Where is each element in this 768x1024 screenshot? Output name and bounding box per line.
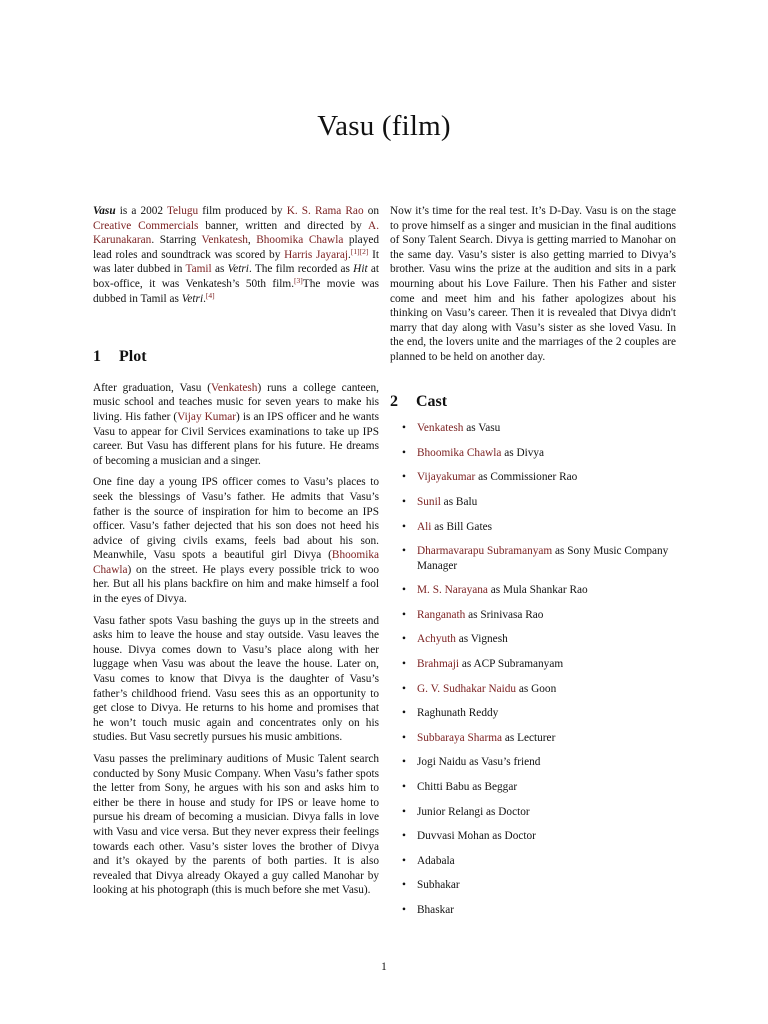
cast-role: as Commissioner Rao	[475, 471, 578, 484]
plot-text: One fine day a young IPS officer comes to Vasu’s places to seek the blessings of Vasu’s father. He admits that Vasu’s father is the source of inspiration for him to become an IPS officer. Vasu’s father dejected that his son does not heed his advice of giving civils exams, feels bad about his son. Meanwhile, Vasu spots a beautiful girl Divya (	[93, 476, 379, 562]
intro-text: played lead roles and soundtrack was scored by	[93, 234, 380, 261]
cast-role: Duvvasi Mohan as Doctor	[417, 830, 536, 843]
intro-text: ,	[247, 234, 257, 247]
cast-role: as Lecturer	[502, 731, 556, 744]
bullet-icon: •	[402, 781, 406, 794]
section-heading-cast	[390, 392, 676, 410]
section-title: Cast	[416, 392, 448, 410]
link-harris[interactable]: Harris Jayaraj	[284, 248, 349, 261]
intro-text: on	[363, 205, 379, 217]
page-number: 1	[381, 961, 387, 973]
intro-text: banner, written and directed by	[198, 219, 369, 232]
cast-actor-link[interactable]: Brahmaji	[417, 658, 460, 671]
cast-role: as Divya	[501, 446, 545, 459]
section-title: Plot	[119, 348, 147, 366]
intro-text: as	[211, 263, 228, 276]
intro-text: at box-office, it was Venkatesh’s 50th film.	[93, 263, 379, 290]
intro-vetri: Vetri	[181, 292, 204, 305]
bullet-icon: •	[402, 830, 406, 843]
cast-list-item	[390, 780, 676, 795]
cast-role: Raghunath Reddy	[417, 707, 499, 720]
intro-bold-title: Vasu	[93, 205, 116, 217]
bullet-icon: •	[402, 633, 406, 646]
bullet-icon: •	[402, 471, 406, 484]
intro-text: . The film recorded as	[248, 263, 354, 276]
link-producer[interactable]: K. S. Rama Rao	[286, 205, 364, 217]
cast-list-item	[390, 706, 676, 721]
cast-role: Junior Relangi as Doctor	[417, 805, 530, 818]
bullet-icon: •	[402, 584, 406, 597]
bullet-icon: •	[402, 682, 406, 695]
intro-paragraph	[93, 204, 379, 306]
link-banner[interactable]: Creative Commercials	[93, 219, 199, 232]
link-tamil[interactable]: Tamil	[185, 263, 212, 276]
section-heading-plot	[93, 350, 379, 365]
intro-text: film produced by	[198, 205, 287, 217]
cast-list-item	[390, 495, 676, 510]
cast-list-item	[390, 544, 676, 573]
bullet-icon: •	[402, 658, 406, 671]
bullet-icon: •	[402, 756, 406, 769]
cast-actor-link[interactable]: Venkatesh	[417, 422, 464, 435]
cast-actor-link[interactable]: Sunil	[417, 495, 441, 508]
cast-actor-link[interactable]: G. V. Sudhakar Naidu	[417, 682, 517, 695]
plot-text: ) on the street. He plays every possible trick to woo her. But all his plans backfire on him and make himself a fool in the eyes of Divya.	[93, 563, 379, 606]
cast-list-item	[390, 632, 676, 647]
cast-list-item	[390, 583, 676, 598]
intro-text: The movie was dubbed in Tamil as	[93, 277, 379, 305]
cast-list-item	[390, 829, 676, 844]
cast-list-item	[390, 470, 676, 485]
cast-role: Bhaskar	[417, 904, 455, 916]
ref-1[interactable]: [1]	[350, 246, 360, 256]
cast-list-item	[390, 755, 676, 770]
cast-actor-link[interactable]: Subbaraya Sharma	[417, 731, 503, 744]
intro-text: .	[348, 248, 351, 261]
intro-vetri: Vetri	[227, 263, 249, 276]
plot-paragraph: Now it’s time for the real test. It’s D-Day. Vasu is on the stage to prove himself as a singer and musician in the final auditions of Sony Talent Search. Divya is getting married to Manohar on the same day. Vasu’s sister is also getting married to Divya’s brother. Vasu wins the prize at the audition and sits in a park mourning about his Love Failure. Then his Father and sister come and meet him and his father apologizes about his thinking on Vasu’s career. Then it is revealed that Divya didn't marry that day along with Vasu’s sister as she loved Vasu. In the end, the lovers unite and the marriages of the 2 couples are planned to be held on another day.	[390, 205, 676, 363]
cast-role: as Sony Music Company Manager	[417, 545, 669, 572]
cast-role: Subhakar	[417, 879, 460, 892]
cast-list-item	[390, 903, 676, 918]
ref-3[interactable]: [3]	[294, 275, 303, 285]
plot-text: ) is an IPS officer and he wants Vasu to appear for Civil Services examinations to take up IPS career. But Vasu has different plans for his future. He dreams of becoming a musician and a singer.	[93, 410, 379, 467]
cast-actor-link[interactable]: Achyuth	[417, 633, 456, 646]
cast-role: Jogi Naidu as Vasu’s friend	[417, 756, 541, 769]
cast-list-item	[390, 608, 676, 623]
cast-role: as Balu	[440, 495, 478, 508]
cast-role: as Srinivasa Rao	[465, 608, 544, 621]
cast-actor-link[interactable]: Ranganath	[417, 608, 466, 621]
cast-actor-link[interactable]: Ali	[417, 520, 432, 533]
cast-actor-link[interactable]: Dharmavarapu Subramanyam	[417, 545, 553, 558]
cast-list-item	[390, 805, 676, 820]
page-title: Vasu (film)	[317, 110, 451, 142]
cast-list-item	[390, 657, 676, 672]
plot-text: ) runs a college canteen, music school and teaches music for seven years to make his living. His father (	[93, 381, 380, 423]
cast-role: as Bill Gates	[431, 520, 492, 533]
cast-list-item	[390, 878, 676, 893]
cast-role: as Mula Shankar Rao	[487, 584, 588, 597]
cast-role: Adabala	[417, 854, 455, 867]
link-bhoomika[interactable]: Bhoomika Chawla	[93, 549, 379, 576]
plot-text: After graduation, Vasu (	[93, 381, 212, 394]
cast-list-item	[390, 421, 676, 436]
intro-text: is a 2002	[115, 205, 167, 217]
plot-paragraph: Vasu passes the preliminary auditions of Music Talent search conducted by Sony Music Company. When Vasu’s father spots the letter from Sony, he argues with his son and asks him to either be there in house and study for IPS or leave home to pursue his dream of becoming a musician. Divya falls in love with Vasu and vice versa. But they never express their feelings towards each other. Vasu’s sister loves the brother of Divya and it’s okayed by the parents of both parties. It is also revealed that Divya already Okayed a guy called Manohar by looking at his photograph (this is much before she met Vasu).	[93, 753, 379, 897]
section-number: 2	[390, 392, 398, 410]
bullet-icon: •	[402, 422, 406, 435]
bullet-icon: •	[402, 904, 406, 916]
plot-paragraph	[93, 475, 379, 606]
intro-text: .	[203, 292, 206, 305]
bullet-icon: •	[402, 805, 406, 818]
cast-list-item	[390, 682, 676, 697]
ref-4[interactable]: [4]	[205, 290, 215, 300]
bullet-icon: •	[402, 446, 406, 459]
bullet-icon: •	[402, 545, 406, 558]
bullet-icon: •	[402, 495, 406, 508]
right-column	[390, 204, 676, 928]
bullet-icon: •	[402, 854, 406, 867]
plot-paragraph	[93, 381, 379, 469]
intro-hit: Hit	[353, 263, 368, 276]
cast-list-item	[390, 446, 676, 461]
cast-actor-link[interactable]: Vijayakumar	[417, 471, 476, 484]
bullet-icon: •	[402, 879, 406, 892]
cast-role: as Vasu	[463, 422, 501, 435]
ref-2[interactable]: [2]	[359, 246, 369, 256]
link-venkatesh[interactable]: Venkatesh	[211, 381, 258, 394]
cast-role: as ACP Subramanyam	[459, 658, 564, 671]
bullet-icon: •	[402, 707, 406, 720]
section-number: 1	[93, 348, 101, 366]
cast-actor-link[interactable]: Bhoomika Chawla	[417, 446, 502, 459]
intro-text: It was later dubbed in	[93, 248, 380, 276]
left-column	[93, 204, 379, 905]
link-vijay-kumar[interactable]: Vijay Kumar	[177, 410, 237, 423]
cast-list-item	[390, 731, 676, 746]
cast-role: Chitti Babu as Beggar	[417, 781, 518, 794]
intro-text: . Starring	[151, 234, 202, 247]
link-venkatesh[interactable]: Venkatesh	[201, 234, 248, 247]
cast-role: as Vignesh	[455, 633, 508, 646]
bullet-icon: •	[402, 608, 406, 621]
link-bhoomika[interactable]: Bhoomika Chawla	[256, 234, 344, 247]
cast-list	[390, 421, 676, 917]
link-director[interactable]: A. Karunakaran	[93, 219, 380, 247]
cast-list-item	[390, 854, 676, 869]
bullet-icon: •	[402, 520, 406, 533]
bullet-icon: •	[402, 731, 406, 744]
cast-actor-link[interactable]: M. S. Narayana	[417, 584, 488, 597]
cast-list-item	[390, 520, 676, 535]
plot-paragraph: Vasu father spots Vasu bashing the guys up in the streets and asks him to leave the house and stay outside. Vasu leaves the house. Divya comes down to Vasu’s place along with her luggage when Vasu was about the leave the house. Later on, Vasu comes to know that Divya is the daughter of Vasu’s father’s childhood friend. Vasu sees this as an opportunity to get close to Divya. He returns to his home and promises that he won’t touch music again and concentrates only on his studies. But Vasu secretly pursues his music ambitions.	[93, 614, 379, 744]
link-telugu[interactable]: Telugu	[166, 205, 199, 217]
cast-role: as Goon	[516, 682, 557, 695]
